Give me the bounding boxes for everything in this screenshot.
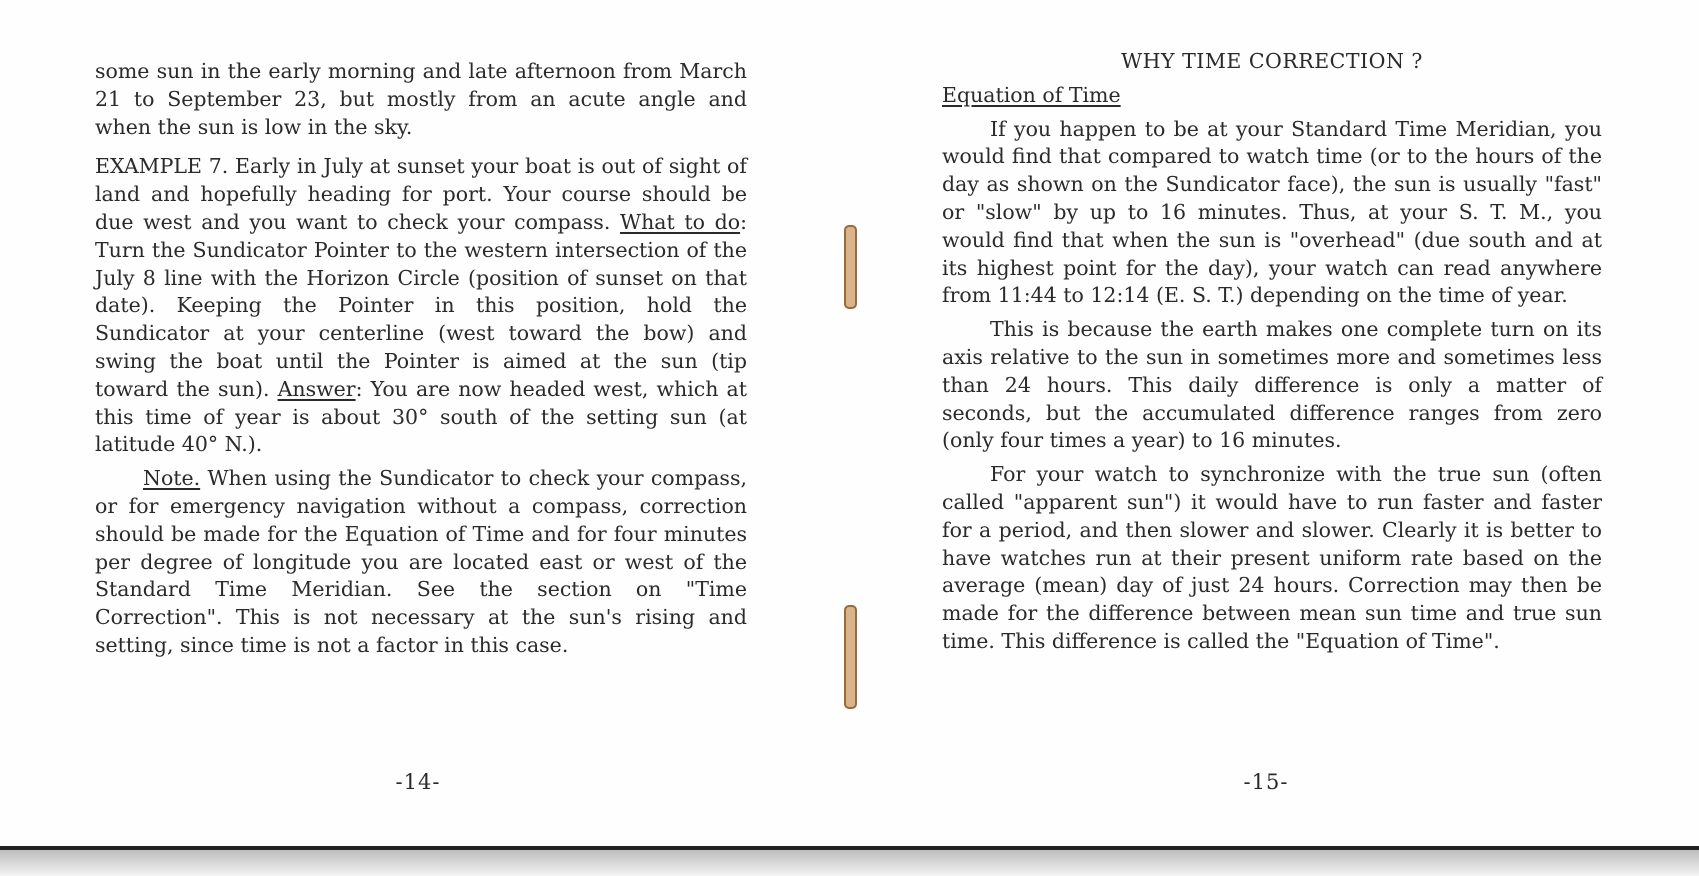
note-paragraph [95,465,747,660]
note-text: When using the Sundicator to check your compass, or for emergency navigation without a compass, correction should be made for the Equation of Time and for four minutes per degree of longitude you are located east or west of the Standard Time Meridian. See the section on "Time Correction". This is not necessary at the sun's rising and setting, since time is not a factor in this case. [95,466,747,657]
paragraph-standard-time: If you happen to be at your Standard Time Meridian, you would find that compared to watch time (or to the hours of the day as shown on the Sundicator face), the sun is usually "fast" or "slow" by up to 16 minutes. Thus, at your S. T. M., you would find that when the sun is "overhead" (due south and at its highest point for the day), your watch can read anywhere from 11:44 to 12:14 (E. S. T.) depending on the time of year. [942,116,1602,308]
binding-gutter [840,0,860,846]
left-page [0,0,840,846]
example-text-part-2: : Turn the Sundicator Pointer to the western intersection of the July 8 line with the Horizon Circle (position of sunset on that date). Keeping the Pointer in this position, hold the Sundicator at your centerline (west toward the bow) and swing the boat until the Pointer is aimed at the sun (tip toward the sun). [95,209,747,401]
left-page-text [95,58,747,660]
section-heading: WHY TIME CORRECTION ? [1121,49,1423,73]
example-text-part-1: EXAMPLE 7. Early in July at sunset your boat is out of sight of land and hopefully heading for port. Your course should be due west and you want to check your compass. [95,154,747,234]
staple-icon [844,225,857,309]
example-text-part-3: : You are now headed west, which at this time of year is about 30° south of the setting sun (at latitude 40° N.). [95,376,747,457]
paragraph-continuation: some sun in the early morning and late afternoon from March 21 to September 23, but mostly from an acute angle and when the sun is low in the sky. [95,59,747,139]
section-subheading [942,82,1602,110]
page-number-left: -14- [395,770,441,794]
equation-of-time-title: Equation of Time [942,82,1121,107]
paragraph-earth-rotation: This is because the earth makes one complete turn on its axis relative to the sun in sometimes more and sometimes less than 24 hours. This daily difference is only a matter of seconds, but the accumulated difference ranges from zero (only four times a year) to 16 minutes. [942,317,1602,453]
example-7-paragraph [95,153,747,459]
what-to-do-label: What to do [620,209,741,234]
note-label: Note. [143,466,201,491]
staple-icon [844,605,857,709]
scan-shadow [0,850,1699,876]
page-number-right: -15- [1243,770,1289,794]
answer-label: Answer [277,376,356,401]
right-page [860,0,1699,846]
paragraph-apparent-sun: For your watch to synchronize with the true sun (often called "apparent sun") it would have to run faster and faster for a period, and then slower and slower. Clearly it is better to have watches run at their present uniform rate based on the average (mean) day of just 24 hours. Correction may then be made for the difference between mean sun time and true sun time. This difference is called the "Equation of Time". [942,462,1602,653]
right-page-text [942,48,1602,656]
